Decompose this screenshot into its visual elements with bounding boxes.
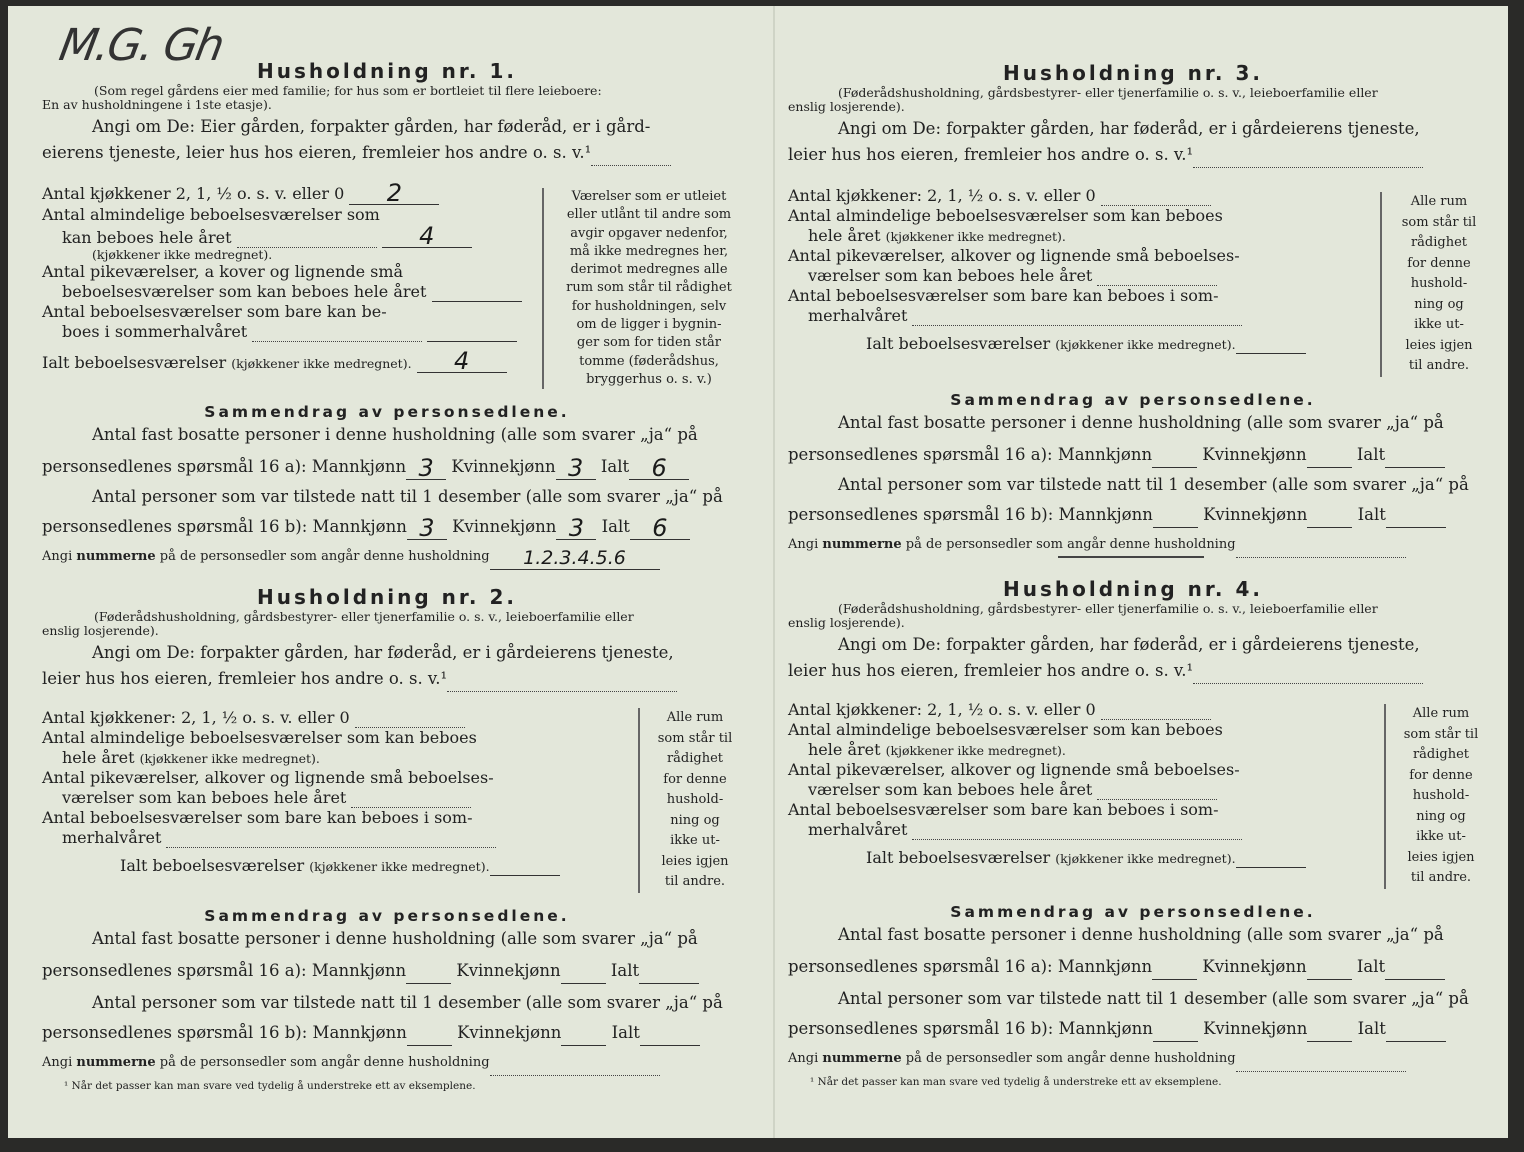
male-label: personsedlenes spørsmål 16 a): Mannkjønn (42, 961, 407, 980)
rooms-row-2 (788, 740, 1283, 760)
rooms-label: Antal almindelige beboelsesværelser som kan beboes (788, 206, 1223, 225)
side-line: leies igjen (1407, 849, 1475, 865)
rooms-value[interactable]: 4 (382, 225, 472, 248)
maid-dots (1097, 271, 1217, 286)
total-value[interactable] (490, 859, 560, 876)
numbers-label-rest: på de personsedler som angår denne husholdning (905, 537, 1236, 552)
maid-dots (1097, 785, 1217, 800)
maid-rooms-label-2: værelser som kan beboes hele året (62, 788, 347, 807)
side-line: hushold- (666, 792, 724, 807)
total-label: Ialt (601, 517, 630, 536)
ask-dots (447, 677, 677, 692)
summary-16a-row (42, 958, 732, 984)
maid-dots (351, 793, 471, 808)
summary-16b-row (42, 514, 732, 540)
summary-16a-row (42, 454, 732, 480)
female-value[interactable]: 3 (556, 457, 596, 480)
side-line: til andre. (664, 874, 726, 889)
total-rooms-row (42, 856, 537, 876)
total-rooms-row (788, 848, 1283, 868)
side-line: rum som står til rådighet (566, 280, 732, 296)
footnote: ¹ Når det passer kan man svare ved tydelig å understreke ett av eksemplene. (810, 1076, 1222, 1088)
summer-rooms-row-2 (42, 828, 537, 848)
male-label: personsedlenes spørsmål 16 a): Mannkjønn (788, 957, 1153, 976)
side-line: må ikke medregnes her, (569, 243, 729, 259)
rooms-dots (237, 233, 377, 248)
ask-dots (1193, 669, 1423, 684)
maid-rooms-label-2: beboelsesværelser som kan beboes hele året (62, 282, 427, 301)
ask-text: eierens tjeneste, leier hus hos eieren, fremleier hos andre o. s. v.¹ (42, 143, 592, 162)
total-label: Ialt (611, 1023, 640, 1042)
side-line: for denne (1407, 255, 1471, 271)
summary-16a-label: Antal fast bosatte personer i denne husholdning (alle som svarer „ja“ på (838, 925, 1444, 944)
total-rooms-row (42, 347, 537, 375)
numbers-label-bold: nummerne (76, 1055, 156, 1070)
total-value[interactable]: 6 (630, 517, 690, 540)
household-3-note: (Føderådshusholdning, gårdsbestyrer- eller tjenerfamilie o. s. v., leieboerfamilie eller (838, 85, 1378, 100)
summary-16a-row (788, 442, 1478, 468)
male-value[interactable] (1152, 451, 1197, 468)
female-value[interactable]: 3 (556, 517, 596, 540)
total-note: (kjøkkener ikke medregnet). (231, 356, 412, 371)
numbers-label: Angi (788, 1051, 819, 1066)
kitchen-label: Antal kjøkkener 2, 1, ½ o. s. v. eller 0 (42, 184, 345, 203)
rooms-label: Antal almindelige beboelsesværelser som (42, 205, 380, 224)
household-3-summary (788, 390, 1478, 558)
kitchen-row (788, 186, 1283, 206)
summer-dots (912, 311, 1242, 326)
household-3-ask-2 (788, 142, 1478, 168)
side-line: ning og (670, 812, 720, 828)
summary-16b-label: Antal personer som var tilstede natt til 1 desember (alle som svarer „ja“ på (92, 487, 723, 506)
female-label: Kvinnekjønn (1202, 445, 1307, 464)
male-label: personsedlenes spørsmål 16 b): Mannkjønn (42, 517, 407, 536)
male-label: personsedlenes spørsmål 16 a): Mannkjønn (788, 445, 1153, 464)
male-label: personsedlenes spørsmål 16 b): Mannkjønn (788, 1019, 1153, 1038)
household-3-side-note (1380, 192, 1486, 377)
footnote: ¹ Når det passer kan man svare ved tydelig å understreke ett av eksemplene. (64, 1080, 476, 1092)
side-line: for denne (663, 771, 727, 787)
rooms-row-2 (42, 748, 537, 768)
total-value[interactable] (1386, 1025, 1446, 1042)
numbers-row (42, 1050, 732, 1076)
side-line: bryggerhus o. s. v.) (586, 371, 712, 387)
female-value[interactable] (1307, 511, 1352, 528)
total-label: Ialt beboelsesværelser (42, 353, 227, 372)
total-label: Ialt beboelsesværelser (866, 334, 1051, 353)
total-label: Ialt (1356, 445, 1386, 464)
rooms-label-2: hele året (808, 740, 881, 759)
ask-text: leier hus hos eieren, fremleier hos andre o. s. v.¹ (788, 661, 1194, 680)
summary-16b-row (788, 502, 1478, 528)
female-label: Kvinnekjønn (456, 961, 561, 980)
female-label: Kvinnekjønn (457, 1023, 562, 1042)
total-value[interactable] (1385, 451, 1445, 468)
numbers-label-rest: på de personsedler som angår denne husholdning (905, 1051, 1236, 1066)
summary-title: Sammendrag av personsedlene. (204, 907, 570, 925)
maid-rooms-label-2: værelser som kan beboes hele året (808, 780, 1093, 799)
summer-rooms-label: Antal beboelsesværelser som bare kan beboes i som- (788, 800, 1219, 819)
numbers-row (788, 532, 1478, 558)
ask-text: leier hus hos eieren, fremleier hos andre o. s. v.¹ (788, 145, 1194, 164)
female-value[interactable] (1307, 963, 1352, 980)
household-4-ask: Angi om De: forpakter gården, har føderåd, er i gårdeierens tjeneste, (838, 635, 1420, 654)
maid-rooms-label-2: værelser som kan beboes hele året (808, 266, 1093, 285)
summer-rooms-label-2: boes i sommerhalvåret (62, 322, 248, 341)
household-2-summary (42, 906, 732, 1092)
side-line: hushold- (1412, 788, 1470, 803)
numbers-value[interactable]: 1.2.3.4.5.6 (490, 547, 660, 570)
total-value[interactable] (1236, 337, 1306, 354)
total-value[interactable] (640, 1029, 700, 1046)
total-value[interactable]: 6 (629, 457, 689, 480)
census-form-sheet (8, 6, 1508, 1138)
household-3-rooms (788, 186, 1283, 354)
rooms-label-2: kan beboes hele året (62, 228, 232, 247)
total-note: (kjøkkener ikke medregnet). (309, 859, 490, 874)
side-line: ning og (1414, 296, 1464, 312)
ask-dots (591, 151, 671, 166)
household-4-title: Husholdning nr. 4. (1003, 577, 1263, 601)
summer-rooms-label-2: merhalvåret (62, 828, 162, 847)
total-label: Ialt (610, 961, 640, 980)
summer-dots (166, 833, 496, 848)
rooms-row-2 (788, 226, 1283, 246)
maid-rooms-label: Antal pikeværelser, alkover og lignende små beboelses- (788, 246, 1240, 265)
household-2-rooms (42, 708, 537, 876)
female-label: Kvinnekjønn (451, 457, 556, 476)
male-label: personsedlenes spørsmål 16 b): Mannkjønn (788, 505, 1153, 524)
side-line: til andre. (1410, 870, 1472, 885)
male-label: personsedlenes spørsmål 16 a): Mannkjønn (42, 457, 407, 476)
summary-16a-label: Antal fast bosatte personer i denne husholdning (alle som svarer „ja“ på (92, 929, 698, 948)
numbers-dots[interactable] (1236, 543, 1406, 558)
kitchen-dots (1101, 191, 1211, 206)
summer-rooms-label-2: merhalvåret (808, 820, 908, 839)
summary-16b-label: Antal personer som var tilstede natt til 1 desember (alle som svarer „ja“ på (92, 993, 723, 1012)
rooms-note: (kjøkkener ikke medregnet). (885, 743, 1066, 758)
male-value[interactable]: 3 (407, 517, 447, 540)
side-line: som står til (1401, 214, 1477, 230)
household-2 (42, 584, 732, 692)
household-1-rooms (42, 179, 537, 375)
summer-rooms-value[interactable] (427, 325, 517, 342)
summer-rooms-label: Antal beboelsesværelser som bare kan beboes i som- (42, 808, 473, 827)
household-2-ask: Angi om De: forpakter gården, har føderåd, er i gårdeierens tjeneste, (92, 643, 674, 662)
numbers-label-rest: på de personsedler som angår denne husholdning (159, 549, 490, 564)
household-4-ask-2 (788, 658, 1478, 684)
summer-dots (252, 327, 422, 342)
side-line: leies igjen (1405, 337, 1473, 353)
kitchen-row (42, 179, 537, 207)
summary-16a-row (788, 954, 1478, 980)
side-line: ger som for tiden står (576, 335, 722, 351)
rooms-note: (kjøkkener ikke medregnet). (92, 247, 273, 262)
side-line: om de ligger i bygnin- (576, 317, 722, 333)
numbers-label-bold: nummerne (822, 537, 902, 552)
female-label: Kvinnekjønn (1203, 1019, 1308, 1038)
summer-rooms-label: Antal beboelsesværelser som bare kan beboes i som- (788, 286, 1219, 305)
male-value[interactable]: 3 (406, 457, 446, 480)
kitchen-row (788, 700, 1283, 720)
side-line: for denne (1409, 767, 1473, 783)
household-4-side-note (1384, 704, 1486, 889)
side-line: eller utlånt til andre som (566, 207, 732, 223)
kitchen-dots (355, 713, 465, 728)
household-3-note-2: enslig losjerende). (788, 99, 905, 114)
total-note: (kjøkkener ikke medregnet). (1055, 337, 1236, 352)
summer-dots (912, 825, 1242, 840)
total-label: Ialt (1356, 957, 1386, 976)
rooms-label-2: hele året (808, 226, 881, 245)
total-label: Ialt (1357, 505, 1386, 524)
summer-rooms-row-2 (788, 306, 1283, 326)
total-value[interactable] (639, 967, 699, 984)
summary-16a-label: Antal fast bosatte personer i denne husholdning (alle som svarer „ja“ på (92, 425, 698, 444)
side-line: rådighet (1410, 235, 1468, 250)
rooms-note: (kjøkkener ikke medregnet). (885, 229, 1066, 244)
numbers-dots[interactable] (490, 1061, 660, 1076)
maid-rooms-row-2 (42, 788, 537, 808)
female-value[interactable] (561, 1029, 606, 1046)
male-value[interactable] (1152, 963, 1197, 980)
total-rooms-row (788, 334, 1283, 354)
rooms-note: (kjøkkener ikke medregnet). (139, 751, 320, 766)
maid-rooms-row-2 (42, 282, 537, 302)
summer-rooms-label-2: merhalvåret (808, 306, 908, 325)
household-1 (42, 58, 732, 166)
total-label: Ialt beboelsesværelser (120, 856, 305, 875)
maid-rooms-label: Antal pikeværelser, alkover og lignende små beboelses- (788, 760, 1240, 779)
rooms-row-2 (42, 222, 537, 250)
household-2-title: Husholdning nr. 2. (257, 585, 517, 609)
separator-line (1058, 556, 1204, 558)
side-line: avgir opgaver nedenfor, (570, 225, 728, 241)
side-line: Alle rum (1412, 706, 1470, 721)
side-line: Værelser som er utleiet (571, 189, 727, 204)
total-value[interactable] (1386, 511, 1446, 528)
male-value[interactable] (407, 1029, 452, 1046)
side-line: tomme (føderådshus, (579, 353, 719, 369)
female-value[interactable] (1307, 451, 1352, 468)
kitchen-dots (1101, 705, 1211, 720)
kitchen-label: Antal kjøkkener: 2, 1, ½ o. s. v. eller 0 (788, 186, 1096, 205)
female-value[interactable] (1307, 1025, 1352, 1042)
side-line: som står til (657, 730, 733, 746)
maid-rooms-row-2 (788, 266, 1283, 286)
household-3-title: Husholdning nr. 3. (1003, 61, 1263, 85)
household-2-note: (Føderådshusholdning, gårdsbestyrer- eller tjenerfamilie o. s. v., leieboerfamilie eller (94, 609, 634, 624)
household-2-side-note (638, 708, 740, 893)
side-line: Alle rum (666, 710, 724, 725)
left-page (42, 6, 732, 1138)
household-4 (788, 576, 1478, 684)
numbers-label: Angi (788, 537, 819, 552)
maid-rooms-label: Antal pikeværelser, alkover og lignende små beboelses- (42, 768, 494, 787)
male-value[interactable] (1153, 511, 1198, 528)
numbers-label-bold: nummerne (822, 1051, 902, 1066)
total-note: (kjøkkener ikke medregnet). (1055, 851, 1236, 866)
side-line: til andre. (1408, 358, 1470, 373)
household-4-note-2: enslig losjerende). (788, 615, 905, 630)
household-1-ask: Angi om De: Eier gården, forpakter gården, har føderåd, er i gård- (92, 117, 651, 136)
numbers-row (788, 1046, 1478, 1072)
side-line: som står til (1403, 726, 1479, 742)
male-value[interactable] (1153, 1025, 1198, 1042)
rooms-label: Antal almindelige beboelsesværelser som kan beboes (42, 728, 477, 747)
female-value[interactable] (561, 967, 606, 984)
household-2-note-2: enslig losjerende). (42, 623, 159, 638)
right-page (788, 6, 1478, 1138)
household-1-ask-2 (42, 140, 732, 166)
side-line: rådighet (666, 751, 724, 766)
total-value[interactable]: 4 (417, 350, 507, 373)
handwritten-corner-note: M.G. Gh (55, 20, 227, 71)
household-1-note-2: En av husholdningene i 1ste etasje). (42, 97, 272, 112)
side-line: ikke ut- (1414, 317, 1464, 332)
household-1-title: Husholdning nr. 1. (257, 59, 517, 83)
total-label: Ialt (600, 457, 630, 476)
household-1-summary (42, 402, 732, 570)
side-line: ning og (1416, 808, 1466, 824)
male-value[interactable] (406, 967, 451, 984)
total-value[interactable] (1236, 851, 1306, 868)
male-label: personsedlenes spørsmål 16 b): Mannkjønn (42, 1023, 407, 1042)
maid-rooms-row-2 (788, 780, 1283, 800)
page-fold (773, 6, 775, 1138)
side-line: ikke ut- (670, 833, 720, 848)
summary-16a-label: Antal fast bosatte personer i denne husholdning (alle som svarer „ja“ på (838, 413, 1444, 432)
summary-16b-label: Antal personer som var tilstede natt til 1 desember (alle som svarer „ja“ på (838, 989, 1469, 1008)
side-line: hushold- (1410, 276, 1468, 291)
ask-text: leier hus hos eieren, fremleier hos andre o. s. v.¹ (42, 669, 448, 688)
kitchen-label: Antal kjøkkener: 2, 1, ½ o. s. v. eller 0 (42, 708, 350, 727)
household-4-summary (788, 902, 1478, 1088)
rooms-label-2: hele året (62, 748, 135, 767)
numbers-row (42, 544, 732, 570)
side-line: leies igjen (661, 853, 729, 869)
summer-rooms-row-2 (788, 820, 1283, 840)
kitchen-label: Antal kjøkkener: 2, 1, ½ o. s. v. eller 0 (788, 700, 1096, 719)
numbers-label: Angi (42, 549, 73, 564)
total-label: Ialt beboelsesværelser (866, 848, 1051, 867)
rooms-row (42, 205, 537, 225)
kitchen-row (42, 708, 537, 728)
household-3-ask: Angi om De: forpakter gården, har føderåd, er i gårdeierens tjeneste, (838, 119, 1420, 138)
side-line: for husholdningen, selv (571, 298, 727, 314)
summer-rooms-row-2 (42, 322, 537, 342)
total-label: Ialt (1357, 1019, 1386, 1038)
rooms-label: Antal almindelige beboelsesværelser som kan beboes (788, 720, 1223, 739)
female-label: Kvinnekjønn (1202, 957, 1307, 976)
side-line: rådighet (1412, 747, 1470, 762)
maid-rooms-label: Antal pikeværelser, a kover og lignende små (42, 262, 404, 281)
total-value[interactable] (1385, 963, 1445, 980)
summary-title: Sammendrag av personsedlene. (204, 403, 570, 421)
female-label: Kvinnekjønn (452, 517, 557, 536)
female-label: Kvinnekjønn (1203, 505, 1308, 524)
summary-16b-label: Antal personer som var tilstede natt til 1 desember (alle som svarer „ja“ på (838, 475, 1469, 494)
side-line: Alle rum (1410, 194, 1468, 209)
numbers-label-rest: på de personsedler som angår denne husholdning (159, 1055, 490, 1070)
numbers-label: Angi (42, 1055, 73, 1070)
side-line: derimot medregnes alle (570, 262, 728, 278)
numbers-label-bold: nummerne (76, 549, 156, 564)
household-2-ask-2 (42, 666, 732, 692)
household-3 (788, 60, 1478, 168)
household-1-side-note (542, 188, 744, 389)
kitchen-value[interactable]: 2 (349, 182, 439, 205)
household-4-note: (Føderådshusholdning, gårdsbestyrer- eller tjenerfamilie o. s. v., leieboerfamilie eller (838, 601, 1378, 616)
maid-rooms-value[interactable] (432, 285, 522, 302)
ask-dots (1193, 153, 1423, 168)
summary-title: Sammendrag av personsedlene. (950, 903, 1316, 921)
summary-16b-row (788, 1016, 1478, 1042)
household-1-note: (Som regel gårdens eier med familie; for hus som er bortleiet til flere leieboere: (94, 83, 602, 98)
summer-rooms-label: Antal beboelsesværelser som bare kan be- (42, 302, 387, 321)
household-4-rooms (788, 700, 1283, 868)
summary-title: Sammendrag av personsedlene. (950, 391, 1316, 409)
summary-16b-row (42, 1020, 732, 1046)
numbers-dots[interactable] (1236, 1057, 1406, 1072)
side-line: ikke ut- (1416, 829, 1466, 844)
